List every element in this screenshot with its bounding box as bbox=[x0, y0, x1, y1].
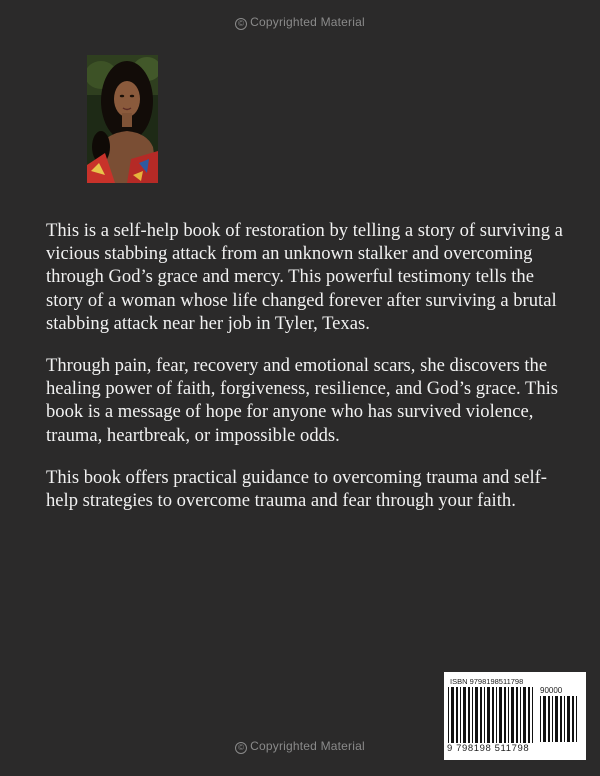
author-photo bbox=[87, 55, 158, 183]
barcode-bar bbox=[472, 687, 473, 743]
book-description bbox=[46, 219, 566, 531]
barcode-bar bbox=[576, 696, 577, 742]
barcode-bar bbox=[456, 687, 458, 743]
barcode-bar bbox=[532, 687, 533, 743]
barcode-bar bbox=[463, 687, 466, 743]
copyright-watermark-bottom bbox=[0, 739, 600, 754]
watermark-text: Copyrighted Material bbox=[250, 15, 365, 29]
blurb-paragraph-2: Through pain, fear, recovery and emotional scars, she discovers the healing power of faith, forgiveness, resilience, and God’s grace. This book is a message of hope for anyone who has survived violence, trauma, heartbreak, or impossible odds. bbox=[46, 355, 559, 446]
barcode-bar bbox=[484, 687, 485, 743]
blurb-paragraph-1: This is a self-help book of restoration by telling a story of surviving a vicious stabbing attack from an unknown stalker and overcoming through God’s grace and mercy. This powerful testimony tells the story of a woman whose life changed forever after surviving a brutal stabbing attack near her job in Tyler, Texas. bbox=[46, 220, 563, 334]
barcode-bar bbox=[543, 696, 546, 742]
barcode-bar bbox=[516, 687, 518, 743]
barcode-bar bbox=[523, 687, 526, 743]
barcode-bar bbox=[548, 696, 550, 742]
watermark-text: Copyrighted Material bbox=[250, 739, 365, 753]
barcode-bar bbox=[451, 687, 454, 743]
isbn-label: ISBN 9798198511798 bbox=[450, 677, 524, 686]
barcode-bar bbox=[496, 687, 497, 743]
copyright-watermark-top bbox=[0, 15, 600, 30]
barcode-bar bbox=[480, 687, 482, 743]
isbn-digits: 9 798198 511798 bbox=[447, 743, 530, 754]
barcode-bar bbox=[460, 687, 461, 743]
barcode-bar bbox=[540, 696, 541, 742]
price-supplement-bars bbox=[540, 696, 580, 742]
barcode-bar bbox=[552, 696, 553, 742]
copyright-icon: © bbox=[235, 18, 247, 30]
blurb-paragraph-3: This book offers practical guidance to overcoming trauma and self-help strategies to overcome trauma and fear through your faith. bbox=[46, 466, 547, 512]
barcode-bar bbox=[520, 687, 521, 743]
barcode-bar bbox=[511, 687, 514, 743]
barcode-bar bbox=[508, 687, 509, 743]
barcode-bar bbox=[528, 687, 530, 743]
barcode-bar bbox=[504, 687, 506, 743]
copyright-icon: © bbox=[235, 742, 247, 754]
barcode-bar bbox=[560, 696, 562, 742]
ean13-bars bbox=[448, 687, 536, 743]
barcode-bar bbox=[475, 687, 478, 743]
barcode-bar bbox=[487, 687, 490, 743]
author-portrait-image bbox=[87, 55, 158, 183]
barcode-bar bbox=[448, 687, 449, 743]
barcode-bar bbox=[492, 687, 494, 743]
barcode-bar bbox=[564, 696, 565, 742]
barcode-bar bbox=[499, 687, 502, 743]
price-code: 90000 bbox=[540, 686, 563, 695]
barcode-bar bbox=[468, 687, 470, 743]
barcode-bar bbox=[572, 696, 574, 742]
barcode-bar bbox=[555, 696, 558, 742]
barcode-bar bbox=[567, 696, 570, 742]
